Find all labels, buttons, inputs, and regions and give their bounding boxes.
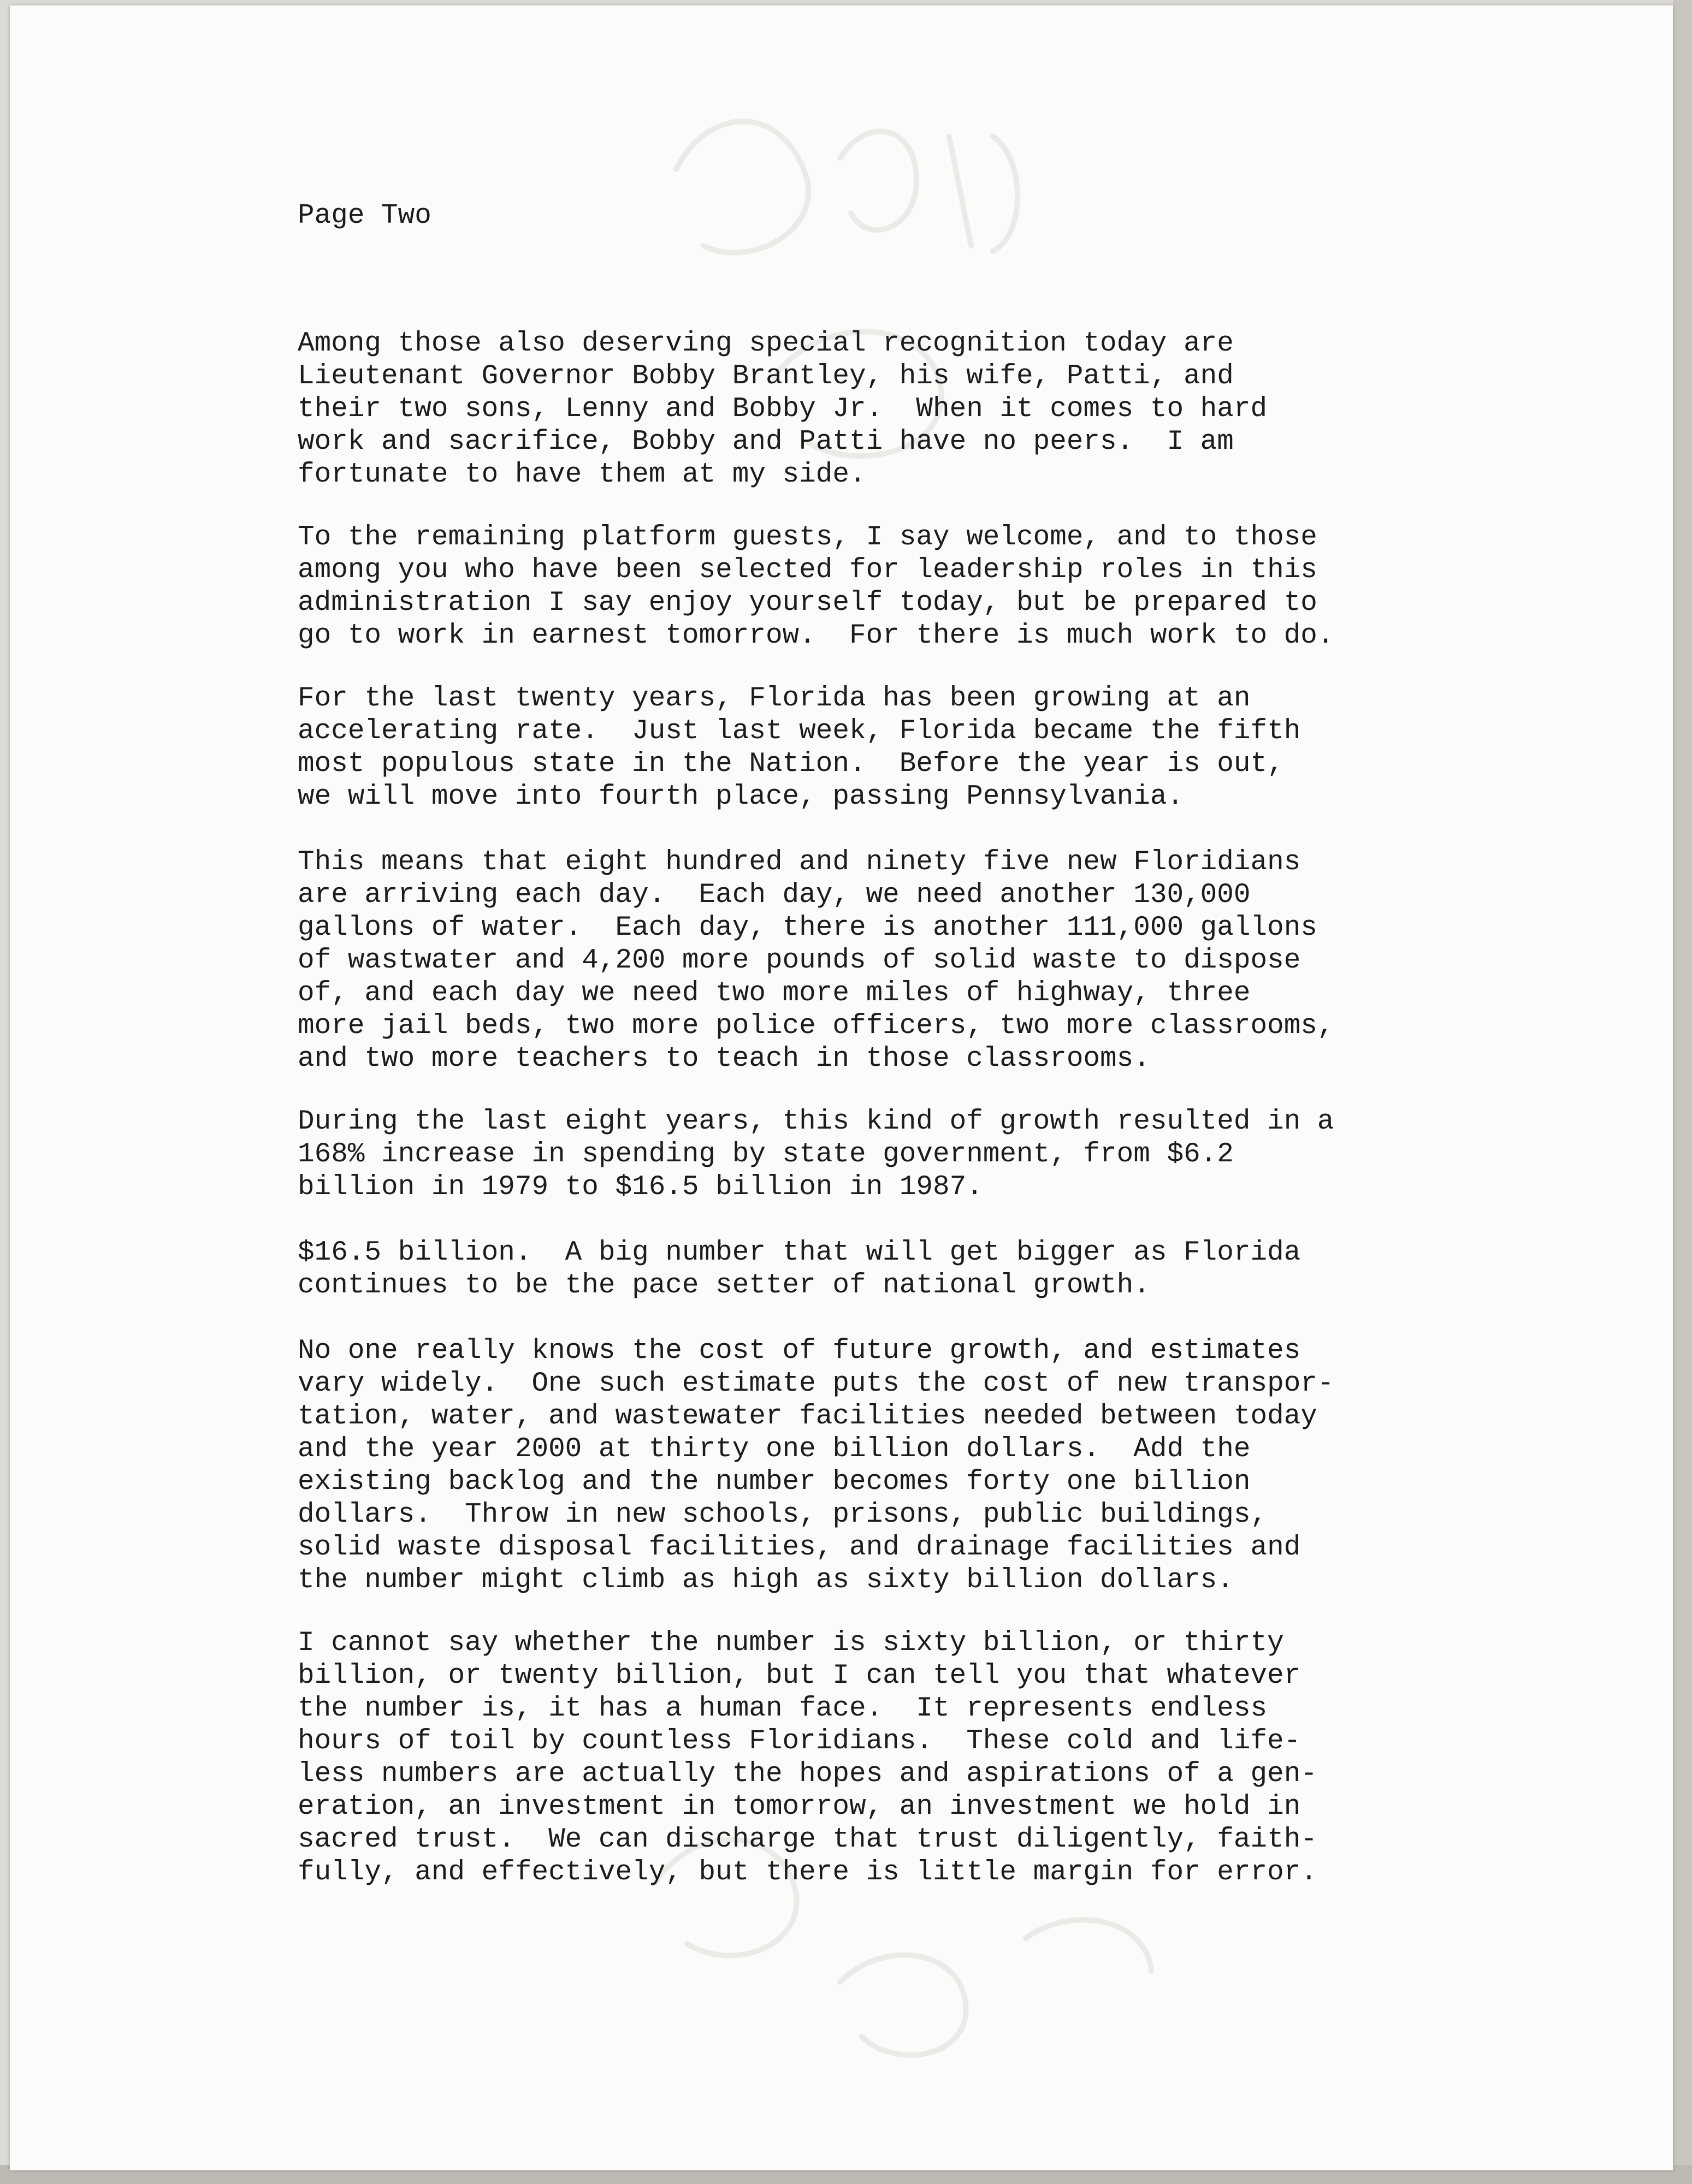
text-line: solid waste disposal facilities, and drainage facilities and [298, 1532, 1301, 1563]
text-line: sacred trust. We can discharge that trust diligently, faith- [298, 1824, 1317, 1855]
text-line: less numbers are actually the hopes and aspirations of a gen- [298, 1759, 1317, 1790]
text-line: the number might climb as high as sixty billion dollars. [298, 1565, 1234, 1596]
text-line: I cannot say whether the number is sixty billion, or thirty [298, 1628, 1284, 1659]
text-line: existing backlog and the number becomes forty one billion [298, 1467, 1251, 1498]
text-line: This means that eight hundred and ninety five new Floridians [298, 847, 1301, 878]
paragraph [298, 682, 1300, 814]
scanner-edge-right [1673, 0, 1692, 2184]
paragraph [298, 1335, 1334, 1597]
text-line: No one really knows the cost of future growth, and estimates [298, 1336, 1301, 1367]
text-line: billion, or twenty billion, but I can tell you that whatever [298, 1660, 1301, 1692]
text-line: 168% increase in spending by state government, from $6.2 [298, 1139, 1234, 1170]
text-line: Lieutenant Governor Bobby Brantley, his wife, Patti, and [298, 361, 1234, 392]
text-line: billion in 1979 to $16.5 billion in 1987. [298, 1172, 983, 1203]
page-label: Page Two [298, 200, 431, 232]
text-line: the number is, it has a human face. It represents endless [298, 1693, 1268, 1724]
text-line: dollars. Throw in new schools, prisons, public buildings, [298, 1499, 1268, 1530]
text-line: and the year 2000 at thirty one billion dollars. Add the [298, 1434, 1251, 1465]
text-line: more jail beds, two more police officers, two more classrooms, [298, 1011, 1334, 1042]
text-line: accelerating rate. Just last week, Florida became the fifth [298, 716, 1301, 747]
text-line: gallons of water. Each day, there is another 111,000 gallons [298, 912, 1317, 943]
text-line: fully, and effectively, but there is little margin for error. [298, 1857, 1317, 1888]
text-line: To the remaining platform guests, I say welcome, and to those [298, 522, 1317, 553]
text-line: most populous state in the Nation. Before the year is out, [298, 749, 1284, 780]
paragraph [298, 1237, 1300, 1302]
text-line: are arriving each day. Each day, we need another 130,000 [298, 880, 1251, 911]
text-line: tation, water, and wastewater facilities needed between today [298, 1401, 1317, 1432]
text-line: work and sacrifice, Bobby and Patti have no peers. I am [298, 426, 1234, 458]
text-line: among you who have been selected for leadership roles in this [298, 555, 1317, 586]
paragraph [298, 521, 1334, 652]
text-line: For the last twenty years, Florida has been growing at an [298, 683, 1251, 714]
text-line: we will move into fourth place, passing Pennsylvania. [298, 781, 1184, 812]
text-line: fortunate to have them at my side. [298, 459, 866, 490]
paragraph [298, 846, 1334, 1076]
text-line: hours of toil by countless Floridians. These cold and life- [298, 1726, 1301, 1757]
paragraph [298, 1106, 1334, 1204]
text-line: vary widely. One such estimate puts the cost of new transpor- [298, 1368, 1334, 1399]
text-line: administration I say enjoy yourself today, but be prepared to [298, 587, 1317, 619]
text-line: and two more teachers to teach in those classrooms. [298, 1043, 1150, 1075]
text-line: of, and each day we need two more miles of highway, three [298, 978, 1251, 1009]
text-line: $16.5 billion. A big number that will get bigger as Florida [298, 1237, 1301, 1268]
text-line: Among those also deserving special recognition today are [298, 328, 1234, 359]
text-line: continues to be the pace setter of national growth. [298, 1270, 1150, 1301]
text-line: of wastwater and 4,200 more pounds of solid waste to dispose [298, 945, 1301, 976]
text-line: eration, an investment in tomorrow, an investment we hold in [298, 1791, 1301, 1823]
text-line: go to work in earnest tomorrow. For there is much work to do. [298, 620, 1334, 651]
paragraph [298, 1627, 1317, 1889]
text-line: their two sons, Lenny and Bobby Jr. When it comes to hard [298, 394, 1268, 425]
text-line: During the last eight years, this kind of growth resulted in a [298, 1106, 1334, 1137]
paragraph [298, 328, 1267, 491]
